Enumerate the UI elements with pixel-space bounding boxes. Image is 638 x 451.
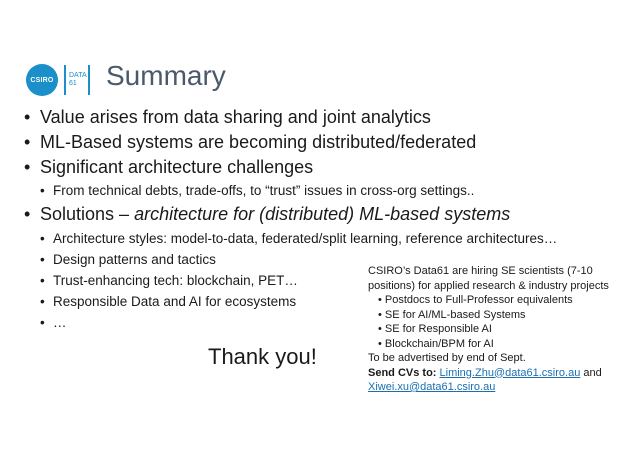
bullet-dot: • (24, 204, 31, 224)
thank-you-text: Thank you! (208, 344, 317, 369)
bullet-dot: • (24, 157, 31, 177)
email-link-xiwei[interactable]: Xiwei.xu@data61.csiro.au (368, 381, 496, 393)
bullet-dot: • (378, 337, 382, 350)
recruit-item-text: Blockchain/BPM for AI (384, 337, 494, 350)
data61-logo (64, 65, 90, 95)
bullet-dot: • (24, 107, 31, 127)
recruit-item-text: SE for AI/ML-based Systems (384, 308, 526, 321)
recruit-item-2 (368, 308, 630, 323)
solutions-emphasis: architecture for (distributed) ML-based systems (134, 204, 511, 224)
data61-logo-line1: DATA (69, 72, 87, 79)
bullet-text: ML-Based systems are becoming distributed/federated (40, 132, 477, 152)
recruit-item-text: SE for Responsible AI (384, 323, 492, 335)
solutions-prefix: Solutions – (40, 204, 135, 224)
logo-group (26, 62, 90, 98)
bullet-text (40, 204, 510, 225)
bullet-dot: • (40, 183, 45, 198)
recruitment-box (368, 264, 630, 395)
bullet-text: From technical debts, trade-offs, to “trust” issues in cross-org settings.. (53, 183, 475, 198)
email-link-liming[interactable]: Liming.Zhu@data61.csiro.au (439, 366, 581, 379)
bullet-text: Responsible Data and AI for ecosystems (53, 294, 297, 309)
bullet-dot: • (40, 315, 45, 330)
recruit-item-3 (368, 322, 630, 337)
bullet-text: Trust-enhancing tech: blockchain, PET… (53, 273, 298, 288)
data61-logo-line2: 61 (69, 80, 77, 87)
recruit-item-1 (368, 293, 630, 308)
bullet-text: Architecture styles: model-to-data, federated/split learning, reference architectures… (53, 231, 558, 246)
recruit-send-line (368, 366, 630, 381)
bullet-dot: • (40, 252, 45, 267)
slide-title: Summary (106, 60, 226, 91)
csiro-logo-text: CSIRO (30, 76, 54, 84)
recruit-item-text: Postdocs to Full-Professor equivalents (384, 294, 573, 306)
recruit-advertised: To be advertised by end of Sept. (368, 352, 526, 364)
bullet-dot: • (40, 231, 45, 246)
bullet-dot: • (40, 273, 45, 288)
bullet-dot: • (378, 323, 382, 335)
csiro-logo (26, 64, 58, 96)
recruit-line-1: CSIRO’s Data61 are hiring SE scientists (7-10 (368, 265, 593, 277)
recruit-line-2: positions) for applied research & industry projects (368, 279, 609, 292)
bullet-text: Design patterns and tactics (53, 252, 216, 267)
recruit-item-4 (368, 337, 630, 352)
bullet-dot: • (378, 308, 382, 321)
bullet-dot: • (40, 294, 45, 309)
send-cvs-label: Send CVs to: (368, 366, 440, 379)
and-text: and (580, 366, 602, 379)
bullet-text: … (53, 315, 67, 330)
bullet-dot: • (378, 294, 382, 306)
bullet-dot: • (24, 132, 31, 152)
bullet-text: Significant architecture challenges (40, 157, 314, 177)
bullet-text: Value arises from data sharing and joint analytics (40, 107, 431, 127)
